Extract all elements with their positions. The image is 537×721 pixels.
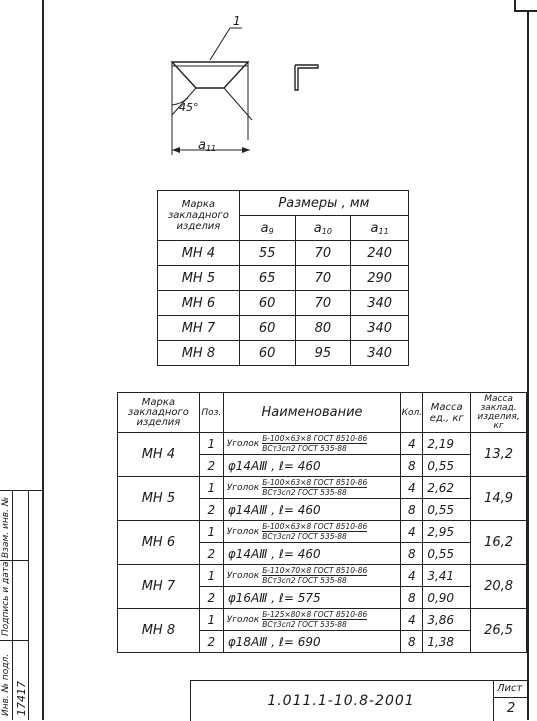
cell-mass: 2,62	[423, 477, 471, 499]
cell-mass: 0,55	[423, 543, 471, 565]
cell-qty: 8	[401, 455, 423, 477]
item-name: Уголок	[226, 482, 260, 493]
table-row	[118, 433, 527, 455]
item-name: φ18АⅢ , ℓ= 690	[227, 634, 321, 649]
cell-a10: 70	[295, 266, 351, 291]
cell-a9: 65	[239, 266, 295, 291]
cell-total-mass: 26,5	[471, 609, 527, 653]
item-name: φ14АⅢ , ℓ= 460	[227, 502, 321, 517]
cell-pos: 1	[199, 609, 223, 631]
col-a9: $a_9$	[239, 216, 295, 241]
stamp-label-inv: Инв. № подл.	[1, 653, 11, 716]
item-name: Уголок	[226, 570, 260, 581]
cell-mark: МН 6	[118, 521, 200, 565]
cell-pos: 2	[199, 587, 223, 609]
angle-drawing	[150, 10, 350, 165]
cell-total-mass: 13,2	[471, 433, 527, 477]
item-standard: Б-125×80×8 ГОСТ 8510-86	[262, 610, 368, 619]
item-standard: Б-100×63×8 ГОСТ 8510-86	[262, 434, 368, 443]
item-name: Уголок	[226, 614, 260, 625]
spec-header-mark: Марка закладного изделия	[118, 393, 200, 433]
dims-header-mark: Марка закладного изделия	[158, 191, 240, 241]
title-block	[190, 680, 528, 721]
cell-pos: 2	[199, 499, 223, 521]
item-name: φ16АⅢ , ℓ= 575	[227, 590, 321, 605]
cell-mass: 3,41	[423, 565, 471, 587]
cell-qty: 4	[401, 521, 423, 543]
cell-qty: 4	[401, 609, 423, 631]
side-stamp	[0, 490, 42, 720]
cell-pos: 1	[199, 521, 223, 543]
item-name: Уголок	[226, 526, 260, 537]
cell-pos: 2	[199, 543, 223, 565]
spec-header-mass-total: Масса заклад. изделия, кг	[471, 393, 527, 433]
stamp-label-signature: Подпись и дата	[1, 561, 11, 636]
sheet-label: Лист	[497, 683, 523, 694]
frame-top-mark-h	[514, 10, 537, 12]
cell-mass: 1,38	[423, 631, 471, 653]
cell-name	[223, 631, 401, 653]
cell-total-mass: 20,8	[471, 565, 527, 609]
cell-mark: МН 5	[118, 477, 200, 521]
cell-a11: 290	[351, 266, 409, 291]
spec-header-name: Наименование	[223, 393, 401, 433]
table-row	[158, 316, 409, 341]
table-row	[118, 565, 527, 587]
cell-total-mass: 14,9	[471, 477, 527, 521]
cell-a11: 340	[351, 316, 409, 341]
item-grade: ВСт3сп2 ГОСТ 535-88	[262, 532, 347, 541]
sheet-number: 2	[507, 701, 516, 716]
cell-mark: МН 7	[158, 316, 240, 341]
cell-a10: 70	[295, 241, 351, 266]
cell-name	[223, 499, 401, 521]
cell-mark: МН 6	[158, 291, 240, 316]
cell-total-mass: 16,2	[471, 521, 527, 565]
item-standard: Б-100×63×8 ГОСТ 8510-86	[262, 522, 368, 531]
cell-name	[223, 587, 401, 609]
cell-a11: 340	[351, 291, 409, 316]
cell-mark: МН 7	[118, 565, 200, 609]
dimensions-table	[157, 190, 409, 366]
cell-pos: 1	[199, 433, 223, 455]
table-row	[118, 609, 527, 631]
cell-pos: 1	[199, 565, 223, 587]
col-a11: $a_{11}$	[351, 216, 409, 241]
cell-qty: 4	[401, 477, 423, 499]
dimension-label: $a_{11}$	[198, 138, 217, 153]
cell-name	[223, 543, 401, 565]
cell-a11: 340	[351, 341, 409, 366]
stamp-inv-number: 17417	[15, 681, 28, 716]
cell-mass: 2,19	[423, 433, 471, 455]
cell-mark: МН 4	[158, 241, 240, 266]
table-row	[158, 291, 409, 316]
cell-mass: 3,86	[423, 609, 471, 631]
spec-header-qty: Кол.	[401, 393, 423, 433]
cell-mass: 0,55	[423, 499, 471, 521]
cell-mark: МН 4	[118, 433, 200, 477]
angle-label: 45°	[179, 101, 199, 114]
item-name: Уголок	[226, 438, 260, 449]
table-row	[158, 241, 409, 266]
item-grade: ВСт3сп2 ГОСТ 535-88	[262, 576, 347, 585]
spec-header-pos: Поз.	[199, 393, 223, 433]
cell-a10: 80	[295, 316, 351, 341]
item-standard: Б-100×63×8 ГОСТ 8510-86	[262, 478, 368, 487]
table-row	[118, 477, 527, 499]
cell-pos: 2	[199, 631, 223, 653]
cell-name	[223, 609, 401, 631]
item-grade: ВСт3сп2 ГОСТ 535-88	[262, 444, 347, 453]
cell-a9: 60	[239, 316, 295, 341]
cell-pos: 2	[199, 455, 223, 477]
cell-qty: 8	[401, 499, 423, 521]
table-row	[158, 266, 409, 291]
frame-right-line	[527, 10, 529, 720]
cell-mass: 0,90	[423, 587, 471, 609]
cell-name	[223, 521, 401, 543]
cell-name	[223, 455, 401, 477]
item-name: φ14АⅢ , ℓ= 460	[227, 458, 321, 473]
cell-a9: 60	[239, 291, 295, 316]
cell-name	[223, 565, 401, 587]
cell-name	[223, 433, 401, 455]
item-standard: Б-110×70×8 ГОСТ 8510-86	[262, 566, 368, 575]
cell-qty: 4	[401, 433, 423, 455]
cell-mark: МН 5	[158, 266, 240, 291]
cell-qty: 8	[401, 587, 423, 609]
cell-mark: МН 8	[118, 609, 200, 653]
cell-qty: 4	[401, 565, 423, 587]
document-code: 1.011.1-10.8-2001	[267, 693, 415, 709]
cell-a9: 55	[239, 241, 295, 266]
spec-header-mass-unit: Масса ед., кг	[423, 393, 471, 433]
frame-left-line	[42, 0, 44, 720]
cell-qty: 8	[401, 543, 423, 565]
stamp-label-replace: Взам. инв. №	[1, 496, 11, 558]
cell-mark: МН 8	[158, 341, 240, 366]
cell-pos: 1	[199, 477, 223, 499]
callout-number: 1	[233, 14, 241, 28]
item-grade: ВСт3сп2 ГОСТ 535-88	[262, 488, 347, 497]
specification-table	[117, 392, 527, 653]
table-row	[118, 521, 527, 543]
cell-qty: 8	[401, 631, 423, 653]
cell-name	[223, 477, 401, 499]
dims-header-sizes: Размеры , мм	[239, 191, 408, 216]
cell-a11: 240	[351, 241, 409, 266]
cell-a10: 95	[295, 341, 351, 366]
cell-mass: 0,55	[423, 455, 471, 477]
col-a10: $a_{10}$	[295, 216, 351, 241]
cell-mass: 2,95	[423, 521, 471, 543]
cell-a10: 70	[295, 291, 351, 316]
item-grade: ВСт3сп2 ГОСТ 535-88	[262, 620, 347, 629]
item-name: φ14АⅢ , ℓ= 460	[227, 546, 321, 561]
table-row	[158, 341, 409, 366]
cell-a9: 60	[239, 341, 295, 366]
